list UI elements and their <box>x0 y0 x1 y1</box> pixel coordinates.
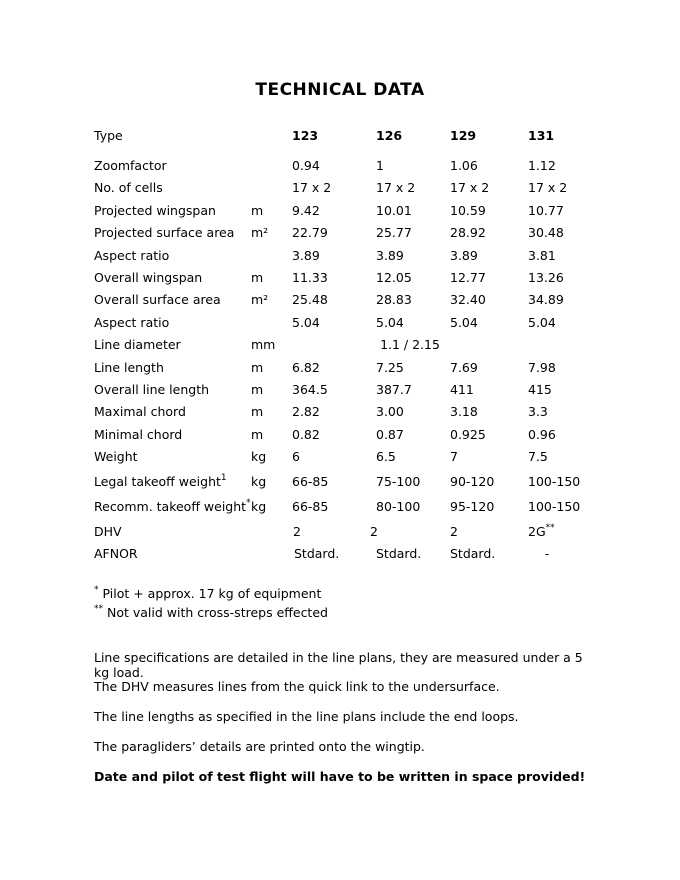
row-unit: mm <box>251 337 276 353</box>
table-row <box>94 404 598 426</box>
table-row <box>94 225 598 247</box>
cell-value: 80-100 <box>376 499 421 515</box>
cell-value: 5.04 <box>376 314 404 330</box>
cell-value: 411 <box>450 381 474 397</box>
cell-value: 6.5 <box>376 449 396 465</box>
footnote-ref: ** <box>545 523 555 534</box>
row-label: Overall surface area <box>94 292 221 308</box>
cell-value: 5.04 <box>528 314 556 330</box>
cell-value <box>528 521 598 546</box>
cell-value: Stdard. <box>294 546 340 562</box>
row-unit: m <box>251 381 264 397</box>
footnote-ref: 1 <box>220 473 227 484</box>
header-type-129: 129 <box>450 128 477 143</box>
row-unit: m² <box>251 292 269 308</box>
cell-value: 17 x 2 <box>292 180 332 196</box>
row-label <box>94 496 251 521</box>
page-title: TECHNICAL DATA <box>255 80 425 100</box>
row-unit <box>251 180 292 202</box>
cell-value: Stdard. <box>376 546 422 562</box>
cell-value: 2.82 <box>292 404 320 420</box>
footnote-mark: ** <box>94 604 103 614</box>
row-unit: kg <box>251 499 267 515</box>
cell-value: 5.04 <box>450 314 478 330</box>
row-unit <box>251 521 292 546</box>
cell-value: 7 <box>450 449 458 465</box>
header-label: Type <box>94 128 123 143</box>
header-type-131: 131 <box>528 128 555 143</box>
cell-value: 100-150 <box>528 474 581 490</box>
row-unit: kg <box>251 474 267 490</box>
paragraph-text: Line specifications are detailed in the line plans, they are measured under a 5 kg load. <box>94 650 583 680</box>
footnote <box>94 586 328 605</box>
cell-value: 7.69 <box>450 359 478 375</box>
row-unit <box>251 546 292 568</box>
cell-value <box>370 521 450 546</box>
table-row <box>94 427 598 449</box>
row-unit: kg <box>251 449 267 465</box>
row-unit: m <box>251 426 264 442</box>
row-label: Overall wingspan <box>94 269 203 285</box>
cell-value: 5.04 <box>292 314 320 330</box>
table-row <box>94 270 598 292</box>
cell-value: 32.40 <box>450 292 486 308</box>
cell-value: 0.82 <box>292 426 320 442</box>
cell-value: 25.48 <box>292 292 328 308</box>
cell-value: 10.59 <box>450 202 486 218</box>
cell-value: 7.25 <box>376 359 404 375</box>
row-label: Line diameter <box>94 337 181 353</box>
cell-value: 13.26 <box>528 269 564 285</box>
row-label: Weight <box>94 449 138 465</box>
table-row <box>94 292 598 314</box>
cell-value-text: 2G <box>528 524 546 540</box>
cell-value-text: - <box>544 546 550 562</box>
cell-value: 34.89 <box>528 292 564 308</box>
table-row <box>94 158 598 180</box>
table-header-row <box>94 128 598 158</box>
paragraph-text: The DHV measures lines from the quick link to the undersurface. <box>94 679 500 694</box>
header-type-123: 123 <box>292 128 319 143</box>
header-unit <box>251 128 292 158</box>
cell-value: 25.77 <box>376 225 412 241</box>
row-label <box>94 471 251 496</box>
row-unit: m <box>251 202 264 218</box>
cell-value: 9.42 <box>292 202 320 218</box>
cell-value: 12.05 <box>376 269 412 285</box>
table-row <box>94 315 598 337</box>
cell-value: 0.925 <box>450 426 486 442</box>
row-label: Minimal chord <box>94 426 183 442</box>
table-row <box>94 496 598 521</box>
cell-value: 0.96 <box>528 426 556 442</box>
footnotes <box>94 586 328 624</box>
cell-value: 1.06 <box>450 158 478 173</box>
row-label-text: Recomm. takeoff weight <box>94 499 247 515</box>
row-label: Projected surface area <box>94 225 235 241</box>
row-label: Aspect ratio <box>94 314 170 330</box>
table-row <box>94 248 598 270</box>
table-row <box>94 180 598 202</box>
cell-value: 387.7 <box>376 381 412 397</box>
cell-value: 3.18 <box>450 404 478 420</box>
row-label: Overall line length <box>94 381 210 397</box>
cell-value: 6 <box>292 449 300 465</box>
footnote-ref: * <box>246 498 251 509</box>
cell-value: 17 x 2 <box>528 180 568 196</box>
cell-value: 100-150 <box>528 499 581 515</box>
footnote-text: Pilot + approx. 17 kg of equipment <box>102 586 322 601</box>
cell-value: 0.94 <box>292 158 320 173</box>
cell-value: Stdard. <box>450 546 496 562</box>
footnote <box>94 605 328 624</box>
cell-value: 66-85 <box>292 499 329 515</box>
cell-value: 95-120 <box>450 499 495 515</box>
table-row <box>94 382 598 404</box>
table-row <box>94 449 598 471</box>
cell-value: 2 <box>450 524 458 540</box>
paragraph-wingtip: The paragliders’ details are printed onto the wingtip. <box>94 739 425 754</box>
row-unit <box>251 315 292 337</box>
cell-value: 30.48 <box>528 225 564 241</box>
row-label: Projected wingspan <box>94 202 216 218</box>
cell-value: 12.77 <box>450 269 486 285</box>
cell-value: 3.3 <box>528 404 548 420</box>
cell-value: 90-120 <box>450 474 495 490</box>
cell-value: 28.92 <box>450 225 486 241</box>
cell-value: 28.83 <box>376 292 412 308</box>
row-label: Line length <box>94 359 164 375</box>
cell-value: 17 x 2 <box>376 180 416 196</box>
row-unit: m <box>251 359 264 375</box>
table-row <box>94 521 598 546</box>
header-type-126: 126 <box>376 128 403 143</box>
row-unit: m² <box>251 225 269 241</box>
row-unit <box>251 248 292 270</box>
cell-value: 6.82 <box>292 359 320 375</box>
row-unit <box>251 158 292 180</box>
technical-data-table <box>94 128 598 569</box>
cell-value: 75-100 <box>376 474 421 490</box>
table-row <box>94 471 598 496</box>
cell-value: 3.89 <box>376 247 404 263</box>
line-diameter-value: 1.1 / 2.15 <box>380 337 440 353</box>
row-label: DHV <box>94 524 122 540</box>
cell-value: 66-85 <box>292 474 329 490</box>
footnote-text: Not valid with cross-streps effected <box>106 605 328 620</box>
cell-value <box>528 546 598 568</box>
table-row <box>94 203 598 225</box>
row-label: AFNOR <box>94 546 138 562</box>
cell-value: 1 <box>376 158 384 173</box>
cell-value: 7.5 <box>528 449 548 465</box>
cell-value: 3.89 <box>292 247 320 263</box>
row-label-text: Legal takeoff weight <box>94 474 221 490</box>
cell-value: 364.5 <box>292 381 328 397</box>
footnote-mark: * <box>94 585 99 595</box>
cell-value <box>292 521 376 546</box>
paragraph-line-specs <box>94 651 586 695</box>
row-unit: m <box>251 404 264 420</box>
cell-value-text: 2 <box>293 524 301 540</box>
cell-value: 10.77 <box>528 202 564 218</box>
cell-value: 22.79 <box>292 225 328 241</box>
cell-value: 11.33 <box>292 269 328 285</box>
row-label: Zoomfactor <box>94 158 167 173</box>
cell-value: 7.98 <box>528 359 556 375</box>
cell-value: 0.87 <box>376 426 404 442</box>
cell-value: 415 <box>528 381 552 397</box>
cell-value: 3.89 <box>450 247 478 263</box>
cell-value: 1.12 <box>528 158 556 173</box>
cell-value: 10.01 <box>376 202 412 218</box>
cell-value-text: 2 <box>370 524 378 540</box>
paragraph-end-loops: The line lengths as specified in the line plans include the end loops. <box>94 709 519 724</box>
row-label: Aspect ratio <box>94 247 170 263</box>
table-row <box>94 360 598 382</box>
paragraph-test-flight: Date and pilot of test flight will have to be written in space provided! <box>94 769 586 784</box>
row-label: Maximal chord <box>94 404 186 420</box>
table-row <box>94 546 598 568</box>
row-unit: m <box>251 269 264 285</box>
cell-value: 3.00 <box>376 404 404 420</box>
table-row <box>94 337 598 359</box>
cell-value: 17 x 2 <box>450 180 490 196</box>
row-label: No. of cells <box>94 180 163 196</box>
cell-value: 3.81 <box>528 247 556 263</box>
